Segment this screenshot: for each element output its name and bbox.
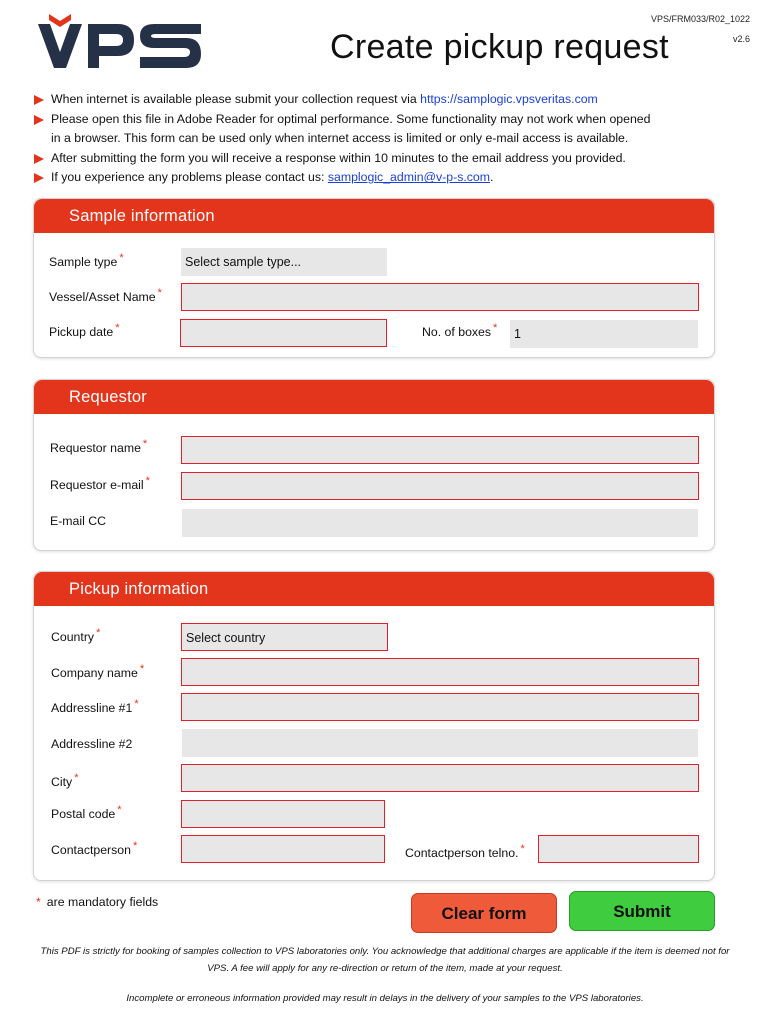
admin-email-link[interactable]: samplogic_admin@v-p-s.com [327,170,490,185]
city-input[interactable] [181,764,699,792]
contactperson-label: Contactperson * [51,840,138,857]
samplogic-link[interactable]: https://samplogic.vpsveritas.com [420,92,598,106]
submit-button[interactable]: Submit [569,891,715,931]
disclaimer-text: This PDF is strictly for booking of samples collection to VPS laboratories only. You acknowledge that additional charges are applicable if the item is deemed not for VPS. A fee will apply for any re-direction or return of the item, made at your request. [40,946,730,974]
requestor-email-label: Requestor e-mail * [50,475,150,492]
section-title: Requestor [34,380,714,414]
required-marker: * [119,252,124,264]
instruction-item: After submitting the form you will receive a response within 10 minutes to the email address you provided. [34,149,724,169]
required-marker: * [134,698,139,710]
contactperson-telno-label: Contactperson telno. * [405,843,525,860]
postal-code-input[interactable] [181,800,385,828]
required-marker: * [74,772,79,784]
section-title: Sample information [34,199,714,233]
required-marker: * [36,895,41,909]
addressline2-input[interactable] [182,729,698,757]
instruction-item-continuation: in a browser. This form can be used only when internet access is limited or only e-mail access is available. [51,131,629,146]
addressline1-input[interactable] [181,693,699,721]
required-marker: * [115,322,120,334]
instruction-item: When internet is available please submit your collection request via https://samplogic.vpsveritas.com [34,90,724,110]
sample-type-dropdown[interactable]: Select sample type... [181,248,387,276]
company-name-label: Company name * [51,663,145,680]
vessel-asset-label: Vessel/Asset Name * [49,287,162,304]
vps-logo [36,12,204,70]
required-marker: * [157,287,162,299]
triangle-bullet-icon [34,95,44,105]
addressline1-label: Addressline #1 * [51,698,139,715]
disclaimer-text-2: Incomplete or erroneous information provided may result in delays in the delivery of your samples to the VPS laboratories. [126,993,644,1004]
required-marker: * [142,438,148,450]
required-marker: * [493,322,498,334]
email-cc-input[interactable] [182,509,698,537]
city-label: City * [51,772,79,789]
pickup-date-input[interactable] [180,319,387,347]
instruction-item: Please open this file in Adobe Reader for optimal performance. Some functionality may not work when opened [34,110,724,130]
required-marker: * [117,804,122,816]
section-title: Pickup information [34,572,714,606]
country-dropdown[interactable]: Select country [181,623,388,651]
required-marker: * [145,475,150,487]
pickup-date-label: Pickup date * [49,322,120,339]
boxes-input[interactable]: 1 [510,320,698,348]
sample-type-label: Sample type * [49,252,124,269]
boxes-label: No. of boxes * [422,322,498,339]
addressline2-label: Addressline #2 [51,737,133,751]
instructions-list [34,90,724,188]
triangle-bullet-icon [34,173,44,183]
contactperson-telno-input[interactable] [538,835,699,863]
postal-code-label: Postal code * [51,804,122,821]
vessel-asset-input[interactable] [181,283,699,311]
email-cc-label: E-mail CC [50,514,107,528]
requestor-name-label: Requestor name * [50,438,148,455]
instruction-item: If you experience any problems please contact us: samplogic_admin@v-p-s.com. [34,168,724,188]
document-code: VPS/FRM033/R02_1022 [650,14,750,24]
clear-form-button[interactable]: Clear form [411,893,557,933]
required-marker: * [520,843,525,855]
country-label: Country * [51,627,101,644]
company-name-input[interactable] [181,658,699,686]
mandatory-note: * are mandatory fields [36,895,159,909]
required-marker: * [132,840,138,852]
required-marker: * [139,663,145,675]
document-version: v2.6 [732,34,750,44]
requestor-name-input[interactable] [181,436,699,464]
triangle-bullet-icon [34,154,44,164]
requestor-email-input[interactable] [181,472,699,500]
required-marker: * [96,627,101,639]
contactperson-input[interactable] [181,835,385,863]
triangle-bullet-icon [34,115,44,125]
page-title: Create pickup request [330,28,669,66]
